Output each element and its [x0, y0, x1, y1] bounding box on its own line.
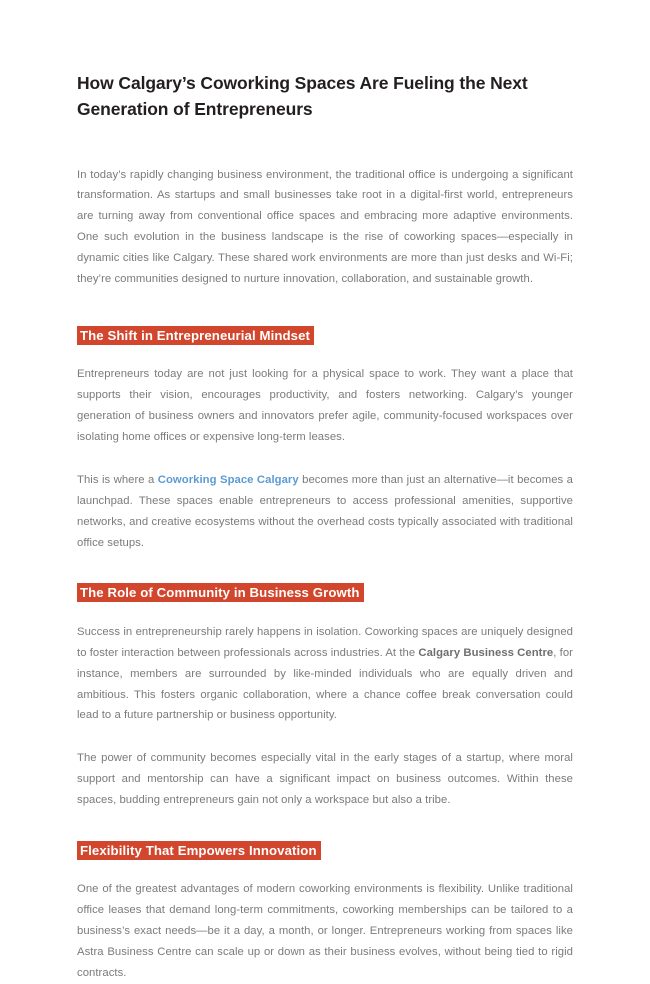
coworking-space-calgary-link[interactable]: Coworking Space Calgary — [157, 473, 299, 486]
section-heading-highlight: Flexibility That Empowers Innovation — [77, 841, 321, 860]
section-3-paragraph-1: One of the greatest advantages of modern coworking environments is flexibility. Unlike traditional office leases that demand long-term commitments, coworking memberships can be tailored to a business’s exact needs—be it a day, a month, or longer. Entrepreneurs working from spaces like Astra Business Centre can scale up or down as their business evolves, without being tied to rigid contracts. — [77, 883, 573, 980]
section-1-paragraph-2 — [77, 470, 573, 554]
section-1-paragraph-2-tail: becomes more than just an alternative—it becomes a launchpad. These spaces enable entrepreneurs to access professional amenities, supportive networks, and creative ecosystems without the overhead costs typically associated with traditional office setups. — [77, 473, 573, 549]
section-2-paragraph-1 — [77, 622, 573, 726]
section-heading-role-of-community-in-business-growth — [77, 583, 573, 603]
section-heading-highlight: The Role of Community in Business Growth — [77, 583, 364, 602]
section-1-paragraph-1: Entrepreneurs today are not just looking for a physical space to work. They want a place that supports their vision, encourages productivity, and fosters networking. Calgary’s younger generation of business owners and innovators prefer agile, community-focused workspaces over isolating home offices or expensive long-term leases. — [77, 368, 573, 443]
section-2-paragraph-2: The power of community becomes especially vital in the early stages of a startup, where moral support and mentorship can have a significant impact on business outcomes. Within these spaces, budding entrepreneurs gain not only a workspace but also a tribe. — [77, 752, 573, 807]
section-heading-shift-in-entrepreneurial-mindset — [77, 326, 573, 346]
section-heading-highlight: The Shift in Entrepreneurial Mindset — [77, 326, 314, 345]
page-title: How Calgary’s Coworking Spaces Are Fueling the Next Generation of Entrepreneurs — [77, 73, 528, 120]
section-heading-flexibility-that-empowers-innovation — [77, 841, 573, 861]
section-1-paragraph-2-lead: This is where a — [77, 473, 158, 486]
calgary-business-centre-emphasis: Calgary Business Centre — [418, 646, 554, 659]
section-2-paragraph-1-tail: , for instance, members are surrounded by like-minded individuals who are equally driven and ambitious. This fosters organic collaboration, where a chance coffee break conversation could lead to a future partnership or business opportunity. — [77, 646, 573, 722]
section-2-paragraph-1-lead: Success in entrepreneurship rarely happens in isolation. Coworking spaces are uniquely designed to foster interaction between professionals across industries. At the — [77, 625, 573, 659]
intro-paragraph: In today’s rapidly changing business environment, the traditional office is undergoing a significant transformation. As startups and small businesses take root in a digital-first world, entrepreneurs are turning away from conventional office spaces and embracing more adaptive environments. One such evolution in the business landscape is the rise of coworking spaces—especially in dynamic cities like Calgary. These shared work environments are more than just desks and Wi-Fi; they’re communities designed to nurture innovation, collaboration, and sustainable growth. — [77, 168, 573, 285]
